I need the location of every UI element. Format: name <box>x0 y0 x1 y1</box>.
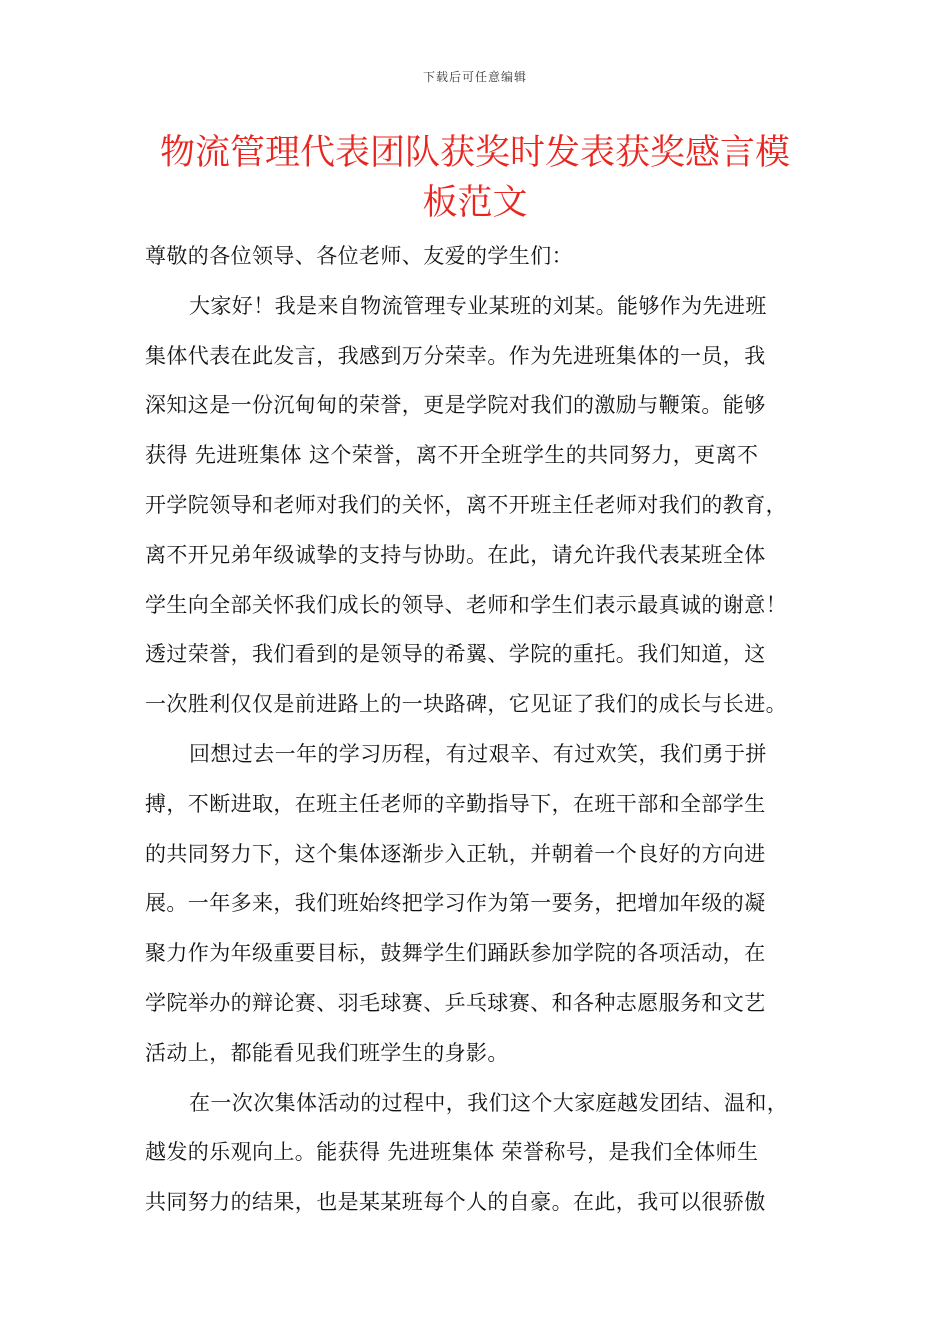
paragraph-line: 的共同努力下，这个集体逐渐步入正轨，并朝着一个良好的方向进 <box>145 841 766 866</box>
paragraph-line: 深知这是一份沉甸甸的荣誉，更是学院对我们的激励与鞭策。能够 <box>145 393 766 418</box>
paragraph-line: 大家好！我是来自物流管理专业某班的刘某。能够作为先进班 <box>189 293 767 318</box>
document-title <box>140 128 810 228</box>
paragraph-line: 集体代表在此发言，我感到万分荣幸。作为先进班集体的一员，我 <box>145 343 766 368</box>
paragraph-line: 共同努力的结果，也是某某班每个人的自豪。在此，我可以很骄傲 <box>145 1190 766 1215</box>
paragraph-line: 获得 先进班集体 这个荣誉，离不开全班学生的共同努力，更离不 <box>145 443 759 468</box>
title-line-1: 物流管理代表团队获奖时发表获奖感言模 <box>159 133 790 173</box>
title-line-2: 板范文 <box>422 183 528 223</box>
paragraph-line: 越发的乐观向上。能获得 先进班集体 荣誉称号，是我们全体师生 <box>145 1140 759 1165</box>
paragraph-line: 聚力作为年级重要目标，鼓舞学生们踊跃参加学院的各项活动，在 <box>145 941 766 966</box>
paragraph-line: 开学院领导和老师对我们的关怀，离不开班主任老师对我们的教育， <box>145 492 787 517</box>
paragraph-line: 学生向全部关怀我们成长的领导、老师和学生们表示最真诚的谢意！ <box>145 592 787 617</box>
salutation-line: 尊敬的各位领导、各位老师、友爱的学生们： <box>145 244 573 268</box>
header-note: 下载后可任意编辑 <box>422 70 527 84</box>
paragraph-line: 搏，不断进取，在班主任老师的辛勤指导下，在班干部和全部学生 <box>145 791 766 816</box>
paragraph-line: 离不开兄弟年级诚挚的支持与协助。在此，请允许我代表某班全体 <box>145 542 766 567</box>
paragraph-line: 学院举办的辩论赛、羽毛球赛、乒乓球赛、和各种志愿服务和文艺 <box>145 990 766 1015</box>
paragraph-line: 一次胜利仅仅是前进路上的一块路碑，它见证了我们的成长与长进。 <box>145 692 787 717</box>
paragraph-line: 活动上，都能看见我们班学生的身影。 <box>145 1040 509 1065</box>
paragraph-line: 在一次次集体活动的过程中，我们这个大家庭越发团结、温和， <box>189 1090 789 1115</box>
body-text <box>145 232 805 1228</box>
paragraph-line: 展。一年多来，我们班始终把学习作为第一要务，把增加年级的凝 <box>145 891 766 916</box>
paragraph-line: 回想过去一年的学习历程，有过艰辛、有过欢笑，我们勇于拼 <box>189 741 767 766</box>
paragraph-line: 透过荣誉，我们看到的是领导的希翼、学院的重托。我们知道，这 <box>145 642 766 667</box>
